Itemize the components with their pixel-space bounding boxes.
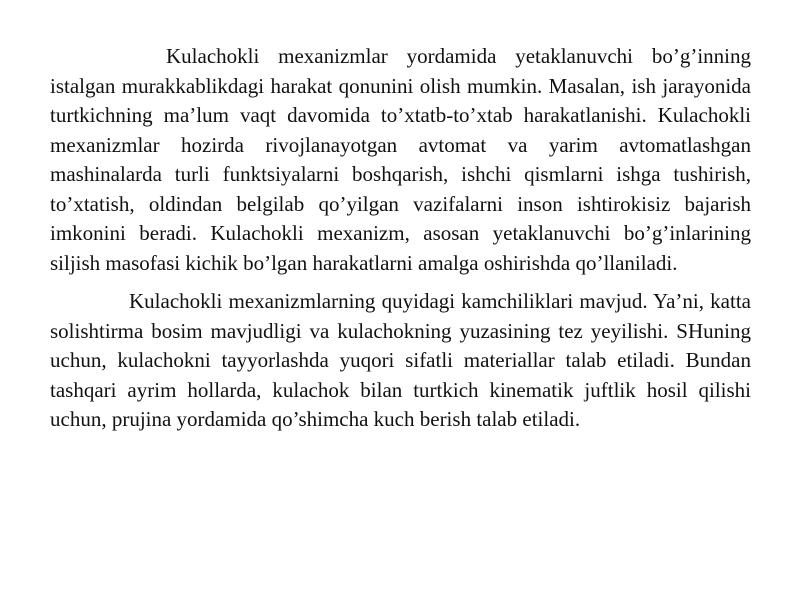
document-body [50,42,751,435]
paragraph-1: Kulachokli mexanizmlar yordamida yetaklanuvchi bo’g’inning istalgan murakkablikdagi harakat qonunini olish mumkin. Masalan, ish jarayonida turtkichning ma’lum vaqt davomida to’xtatb-to’xtab harakatlanishi. Kulachokli mexanizmlar hozirda rivojlanayotgan avtomat va yarim avtomatlashgan mashinalarda turli funktsiyalarni boshqarish, ishchi qismlarni ishga tushirish, to’xtatish, oldindan belgilab qo’yilgan vazifalarni inson ishtirokisiz bajarish imkonini beradi. Kulachokli mexanizm, asosan yetaklanuvchi bo’g’inlarining siljish masofasi kichik bo’lgan harakatlarni amalga oshirishda qo’llaniladi. [50,44,751,275]
paragraph-2: Kulachokli mexanizmlarning quyidagi kamchiliklari mavjud. Ya’ni, katta solishtirma bosim mavjudligi va kulachokning yuzasining tez yeyilishi. SHuning uchun, kulachokni tayyorlashda yuqori sifatli materiallar talab etiladi. Bundan tashqari ayrim hollarda, kulachok bilan turtkich kinematik juftlik hosil qilishi uchun, prujina yordamida qo’shimcha kuch berish talab etiladi. [50,289,751,431]
